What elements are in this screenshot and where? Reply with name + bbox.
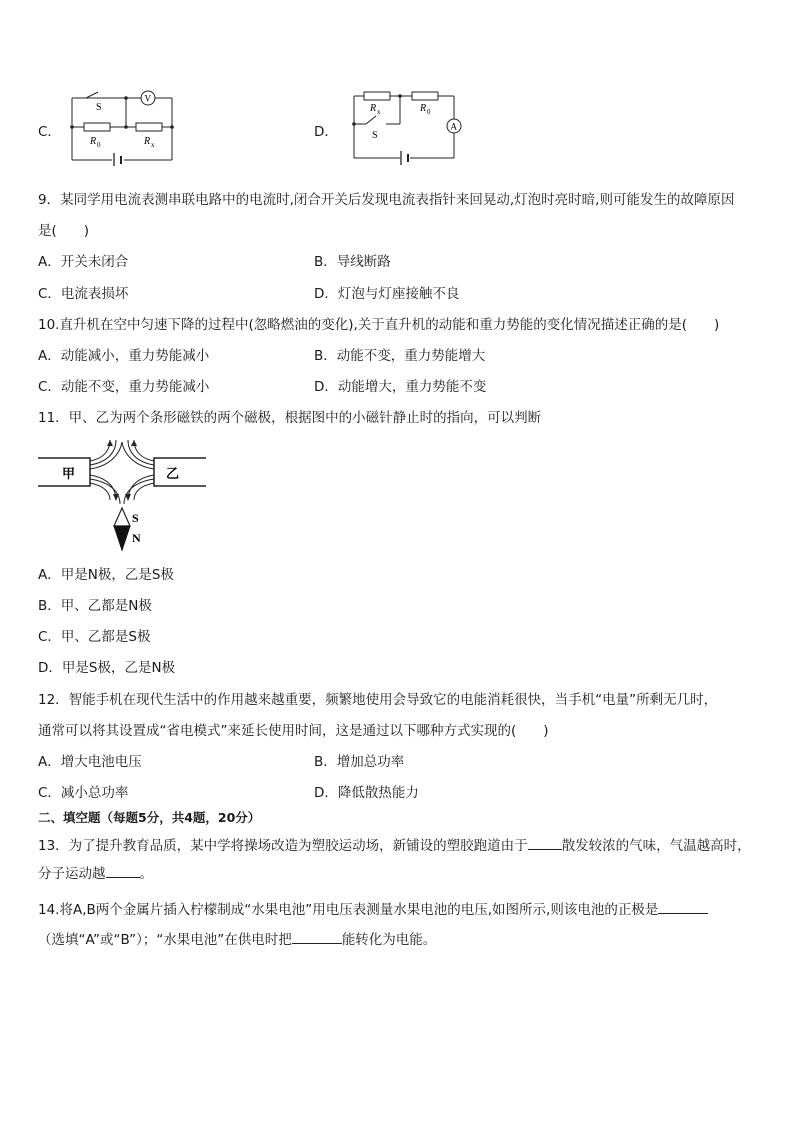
question-12-stem-line1: 12．智能手机在现代生活中的作用越来越重要，频繁地使用会导致它的电能消耗很快，当手机“电量”所剩无几时， [38,692,718,708]
resistor-sub-d2: 0 [427,108,431,116]
magnet-label-yi: 乙 [166,466,180,481]
q9-option-c: C．电流表损坏 [38,286,129,302]
option-c-label: C． [38,124,61,140]
q10-option-d: D．动能增大，重力势能不变 [314,379,487,395]
q10-option-b: B．动能不变，重力势能增大 [314,348,486,364]
ammeter-symbol: A [450,121,457,132]
answer-blank [106,865,140,878]
resistor-sub-c1: 0 [97,141,101,149]
question-13-line2 [38,862,153,882]
option-d-label: D． [314,124,338,140]
q12-option-c: C．减小总功率 [38,785,129,801]
voltmeter-symbol [145,94,152,104]
magnet-field-diagram [36,438,212,554]
q14-text-3: 能转化为电能。 [341,932,437,948]
circuit-diagram-c [64,86,184,166]
circuit-diagram-d [344,86,464,166]
q12-option-d: D．降低散热能力 [314,785,419,801]
q11-option-b: B．甲、乙都是N极 [38,598,152,614]
question-12-stem-line2: 通常可以将其设置成“省电模式”来延长使用时间，这是通过以下哪种方式实现的( ) [38,723,549,739]
switch-label-c [96,102,102,113]
question-13-line1 [38,834,751,854]
question-10-stem: 10.直升机在空中匀速下降的过程中(忽略燃油的变化),关于直升机的动能和重力势能的变化情况描述正确的是( ) [38,317,720,333]
question-14-line1 [38,898,708,918]
q14-text-2: （选填“A”或“B”）；“水果电池”在供电时把 [38,932,292,948]
question-9-stem-line1: 9．某同学用电流表测串联电路中的电流时,闭合开关后发现电流表指针来回晃动,灯泡时亮时暗,则可能发生的故障原因 [38,192,735,208]
magnet-label-jia: 甲 [62,466,76,481]
section-heading-fill-in: 二、填空题（每题5分，共4题，20分） [38,810,261,825]
q11-option-d: D．甲是S极，乙是N极 [38,660,176,676]
svg-text:S: S [96,102,102,113]
q13-text-1: 13．为了提升教育品质，某中学将操场改造为塑胶运动场，新铺设的塑胶跑道由于 [38,838,528,854]
q11-option-a: A．甲是N极，乙是S极 [38,567,174,583]
q11-option-c: C．甲、乙都是S极 [38,629,151,645]
q14-text-1: 14.将A,B两个金属片插入柠檬制成“水果电池”用电压表测量水果电池的电压,如图所示,则该电池的正极是 [38,902,659,918]
question-14-line2 [38,928,436,948]
resistor-sub-d1: x [377,108,381,116]
needle-label-s: S [132,511,139,525]
resistor-label-d2: R [420,103,427,114]
answer-blank [528,837,562,850]
answer-blank [658,901,708,914]
question-9-stem-line2: 是( ) [38,223,90,239]
q9-option-a: A．开关未闭合 [38,254,129,270]
resistor-sub-c2: x [151,141,155,149]
question-11-stem: 11．甲、乙为两个条形磁铁的两个磁极，根据图中的小磁针静止时的指向，可以判断 [38,410,542,426]
q9-option-d: D．灯泡与灯座接触不良 [314,286,460,302]
answer-blank [292,931,342,944]
q13-text-2: 散发较浓的气味，气温越高时， [561,838,751,854]
q12-option-b: B．增加总功率 [314,754,405,770]
resistor-label-d1: R [370,103,377,114]
q13-text-3: 分子运动越 [38,866,106,882]
resistor-label-c2: R [144,136,151,147]
svg-text:V: V [144,93,151,104]
q12-option-a: A．增大电池电压 [38,754,142,770]
q13-text-4: 。 [139,866,153,882]
q10-option-a: A．动能减小，重力势能减小 [38,348,210,364]
switch-label-d: S [372,130,378,141]
needle-label-n: N [132,531,141,545]
q9-option-b: B．导线断路 [314,254,391,270]
q10-option-c: C．动能不变，重力势能减小 [38,379,210,395]
resistor-label-c1: R [90,136,97,147]
